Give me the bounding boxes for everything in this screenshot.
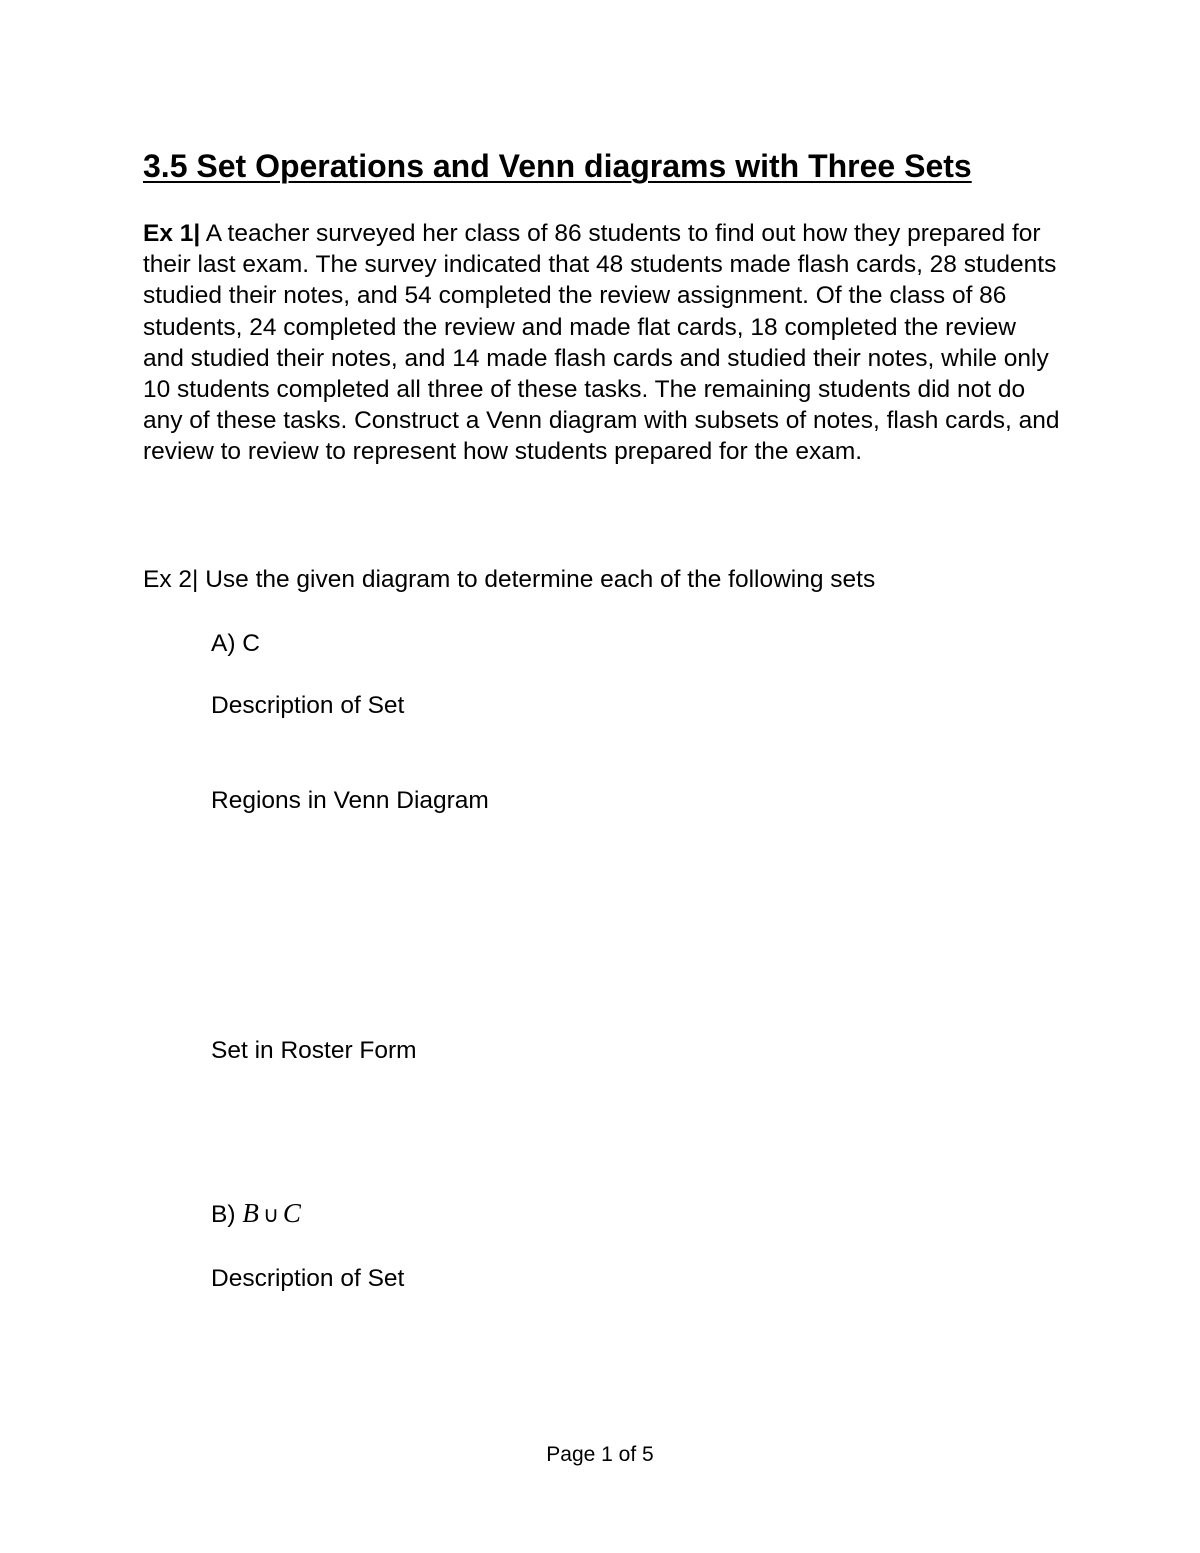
page-number: Page 1 of 5 (546, 1443, 654, 1466)
part-b-heading (211, 1198, 301, 1231)
example-1-text: A teacher surveyed her class of 86 students to find out how they prepared for their last exam. The survey indicated that 48 students made flash cards, 28 students studied their notes, and 54 completed the review assignment. Of the class of 86 students, 24 completed the review and made flat cards, 18 completed the review and studied their notes, and 14 made flash cards and studied their notes, while only 10 students completed all three of these tasks. The remaining students did not do any of these tasks. Construct a Venn diagram with subsets of notes, flash cards, and review to review to represent how students prepared for the exam. (143, 220, 1060, 466)
part-a-heading: A) C (211, 630, 260, 657)
part-b-set-left: B (242, 1198, 259, 1228)
part-b-description-label: Description of Set (211, 1265, 405, 1292)
example-2-prompt: Ex 2| Use the given diagram to determine each of the following sets (143, 566, 876, 593)
part-b-set-right: C (282, 1198, 301, 1228)
part-a-roster-label: Set in Roster Form (211, 1037, 417, 1064)
part-a-description-label: Description of Set (211, 692, 405, 719)
example-1-paragraph (143, 218, 1063, 468)
part-a-regions-label: Regions in Venn Diagram (211, 787, 489, 814)
union-operator: ∪ (262, 1203, 279, 1228)
part-b-prefix: B) (211, 1201, 243, 1228)
example-1-label: Ex 1| (143, 220, 201, 247)
page-title: 3.5 Set Operations and Venn diagrams with Three Sets (143, 148, 972, 184)
